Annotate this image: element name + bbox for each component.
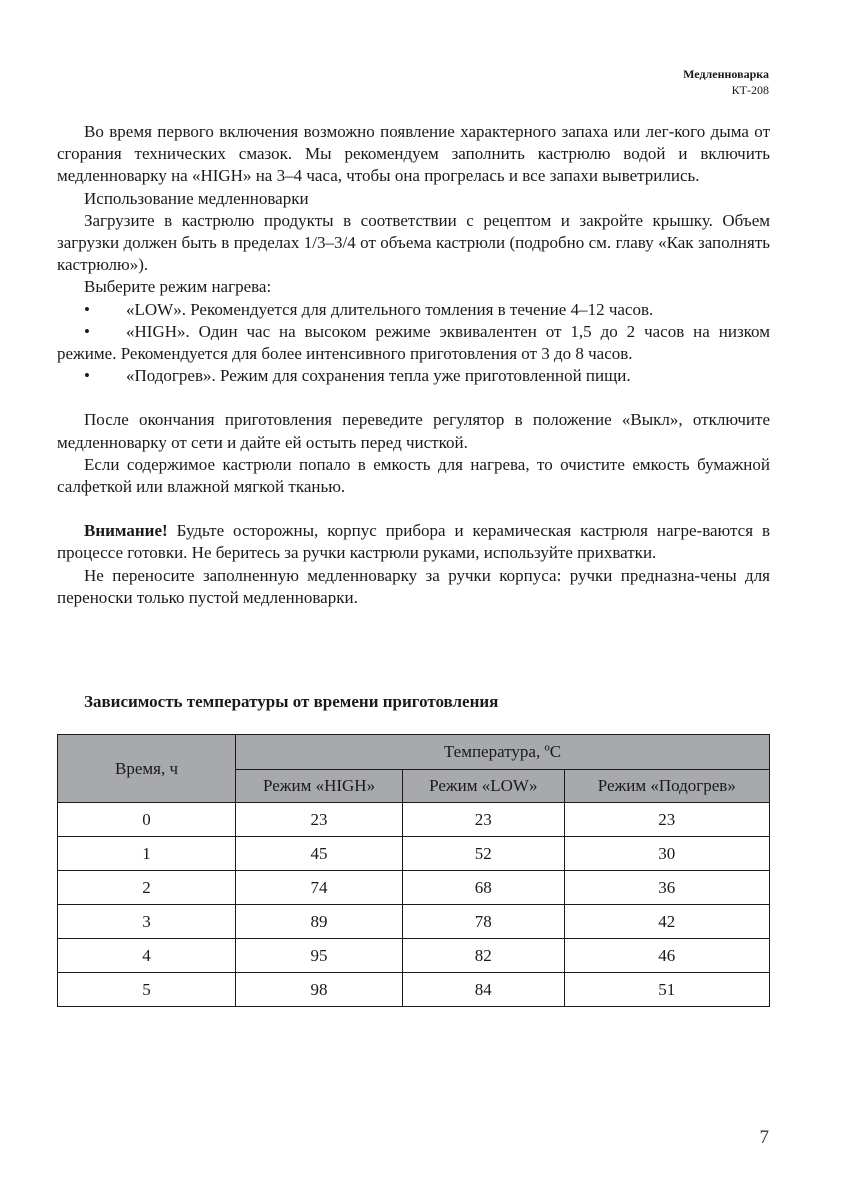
cell-time: 5 (58, 973, 236, 1007)
table-row (58, 871, 770, 905)
paragraph-carry-note: Не переносите заполненную медленноварку за ручки корпуса: ручки предназна-чены для переноски только пустой медленноварки. (57, 565, 770, 607)
paragraph-select-mode: Выберите режим нагрева: (84, 277, 272, 297)
cell-warm: 51 (564, 973, 769, 1007)
table-row (58, 939, 770, 973)
cell-warm: 46 (564, 939, 769, 973)
cell-high: 74 (236, 871, 403, 905)
bullet-dot: • (84, 366, 90, 386)
cell-time: 1 (58, 837, 236, 871)
page-header (683, 66, 769, 98)
table-row (58, 803, 770, 837)
table-row (58, 837, 770, 871)
table-title: Зависимость температуры от времени приготовления (84, 692, 499, 711)
paragraph-cleaning: Если содержимое кастрюли попало в емкость для нагрева, то очистите емкость бумажной салфеткой или влажной мягкой тканью. (57, 454, 770, 497)
bullet-text: «Подогрев». Режим для сохранения тепла уже приготовленной пищи. (126, 366, 631, 386)
cell-low: 23 (403, 803, 564, 837)
bullet-low (57, 299, 770, 321)
header-temperature: Температура, ºС (236, 735, 770, 770)
cell-low: 52 (403, 837, 564, 871)
cell-time: 0 (58, 803, 236, 837)
cell-low: 78 (403, 905, 564, 939)
cell-warm: 23 (564, 803, 769, 837)
cell-high: 95 (236, 939, 403, 973)
cell-warm: 36 (564, 871, 769, 905)
cell-time: 3 (58, 905, 236, 939)
section-heading-usage: Использование медленноварки (84, 188, 309, 208)
cell-low: 82 (403, 939, 564, 973)
bullet-warm (57, 365, 770, 387)
cell-warm: 42 (564, 905, 769, 939)
cell-warm: 30 (564, 837, 769, 871)
bullet-dot: • (84, 321, 90, 341)
temperature-table (57, 734, 770, 1007)
bullet-high (57, 321, 770, 365)
table-row (58, 905, 770, 939)
cell-high: 45 (236, 837, 403, 871)
model-number: КТ-208 (731, 83, 769, 97)
cell-low: 84 (403, 973, 564, 1007)
cell-high: 89 (236, 905, 403, 939)
header-mode-high: Режим «HIGH» (236, 770, 403, 803)
body-text (57, 121, 770, 609)
cell-high: 98 (236, 973, 403, 1007)
cell-high: 23 (236, 803, 403, 837)
cell-low: 68 (403, 871, 564, 905)
page-number: 7 (759, 1127, 769, 1148)
cell-time: 4 (58, 939, 236, 973)
warning-label: Внимание! (84, 521, 168, 541)
table-row (58, 973, 770, 1007)
paragraph-loading: Загрузите в кастрюлю продукты в соответствии с рецептом и закройте крышку. Объем загрузки должен быть в пределах 1/3–3/4 от объема кастрюли (подробно см. главу «Как заполнять кастрюлю»). (57, 210, 770, 275)
bullet-text: «HIGH». Один час на высоком режиме эквивалентен от 1,5 до 2 часов на низком режиме. Рекомендуется для более интенсивного приготовления от 3 до 8 часов. (57, 321, 770, 364)
header-time: Время, ч (58, 735, 236, 803)
cell-time: 2 (58, 871, 236, 905)
bullet-dot: • (84, 299, 90, 319)
header-mode-low: Режим «LOW» (403, 770, 564, 803)
header-mode-warm: Режим «Подогрев» (564, 770, 769, 803)
paragraph-warning (57, 520, 770, 564)
product-name: Медленноварка (683, 67, 769, 81)
paragraph-first-use: Во время первого включения возможно появление характерного запаха или лег-кого дыма от сгорания технических смазок. Мы рекомендуем заполнить кастрюлю водой и включить медленноварку на «HIGH» на 3–4 часа, чтобы она прогрелась и все запахи выветрились. (57, 122, 770, 186)
paragraph-after-cooking: После окончания приготовления переведите регулятор в положение «Выкл», отключите медленноварку от сети и дайте ей остыть перед чисткой. (57, 410, 770, 452)
bullet-text: «LOW». Рекомендуется для длительного томления в течение 4–12 часов. (126, 299, 654, 319)
warning-text: Будьте осторожны, корпус прибора и керамическая кастрюля нагре-ваются в процессе готовки. Не беритесь за ручки кастрюли руками, используйте прихватки. (57, 521, 770, 563)
